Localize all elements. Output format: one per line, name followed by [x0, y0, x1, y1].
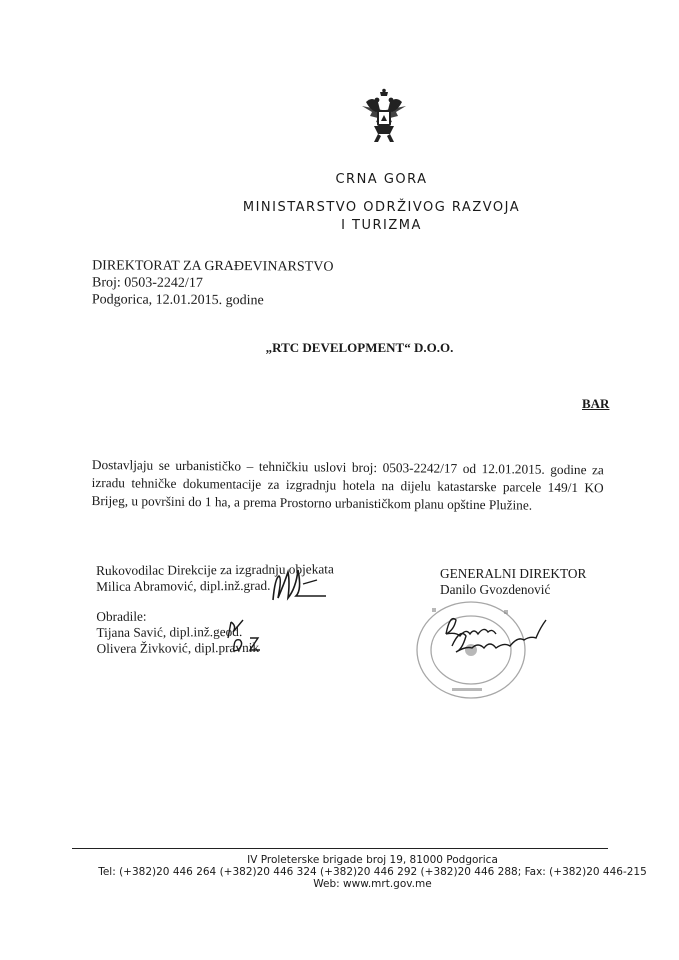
initials-2-icon	[228, 634, 268, 656]
left-signatory-title: Rukovodilac Direkcije za izgradnju objekata	[96, 561, 334, 578]
footer-divider	[72, 848, 608, 849]
prepared-by-label: Obradile:	[96, 608, 147, 624]
right-signatory-title: GENERALNI DIREKTOR	[440, 566, 587, 581]
footer-address: IV Proleterske brigade broj 19, 81000 Podgorica	[247, 854, 498, 866]
recipient-name: „RTC DEVELOPMENT“ D.O.O.	[265, 340, 454, 355]
right-signature-icon	[438, 606, 568, 666]
prepared-by-2: Olivera Živković, dipl.pravnik	[96, 639, 260, 656]
reference-block	[92, 257, 334, 309]
right-signatory-name: Danilo Gvozdenović	[440, 582, 551, 597]
country-heading: CRNA GORA	[335, 172, 428, 187]
ministry-heading-line1: MINISTARSTVO ODRŽIVOG RAZVOJA	[242, 200, 521, 215]
left-signatory-name: Milica Abramović, dipl.inž.grad.	[96, 577, 271, 594]
ministry-heading-line2: I TURIZMA	[341, 218, 422, 233]
footer-phones: Tel: (+382)20 446 264 (+382)20 446 324 (+382)20 446 292 (+382)20 446 288; Fax: (+382)20 446-215	[98, 866, 647, 878]
place-date: Podgorica, 12.01.2015. godine	[91, 292, 264, 309]
left-signature-icon	[267, 564, 337, 610]
directorate-name: DIREKTORAT ZA GRAĐEVINARSTVO	[92, 258, 334, 275]
right-signature-block	[440, 566, 586, 598]
coat-of-arms-icon	[360, 88, 408, 144]
recipient-city: BAR	[582, 396, 610, 411]
prepared-by-1: Tijana Savić, dipl.inž.geod.	[96, 623, 243, 640]
reference-number: Broj: 0503-2242/17	[91, 275, 203, 291]
letter-body: Dostavljaju se urbanističko – tehničkiu uslovi broj: 0503-2242/17 od 12.01.2015. godine za izradu tehničke dokumentacije za izgradnju hotela na dijelu katastarske parcele 149/1 KO Brijeg, u površini do 1 ha, a prema Prostorno urbanističkom planu opštine Plužine.	[91, 456, 604, 513]
footer-web: Web: www.mrt.gov.me	[313, 878, 432, 890]
